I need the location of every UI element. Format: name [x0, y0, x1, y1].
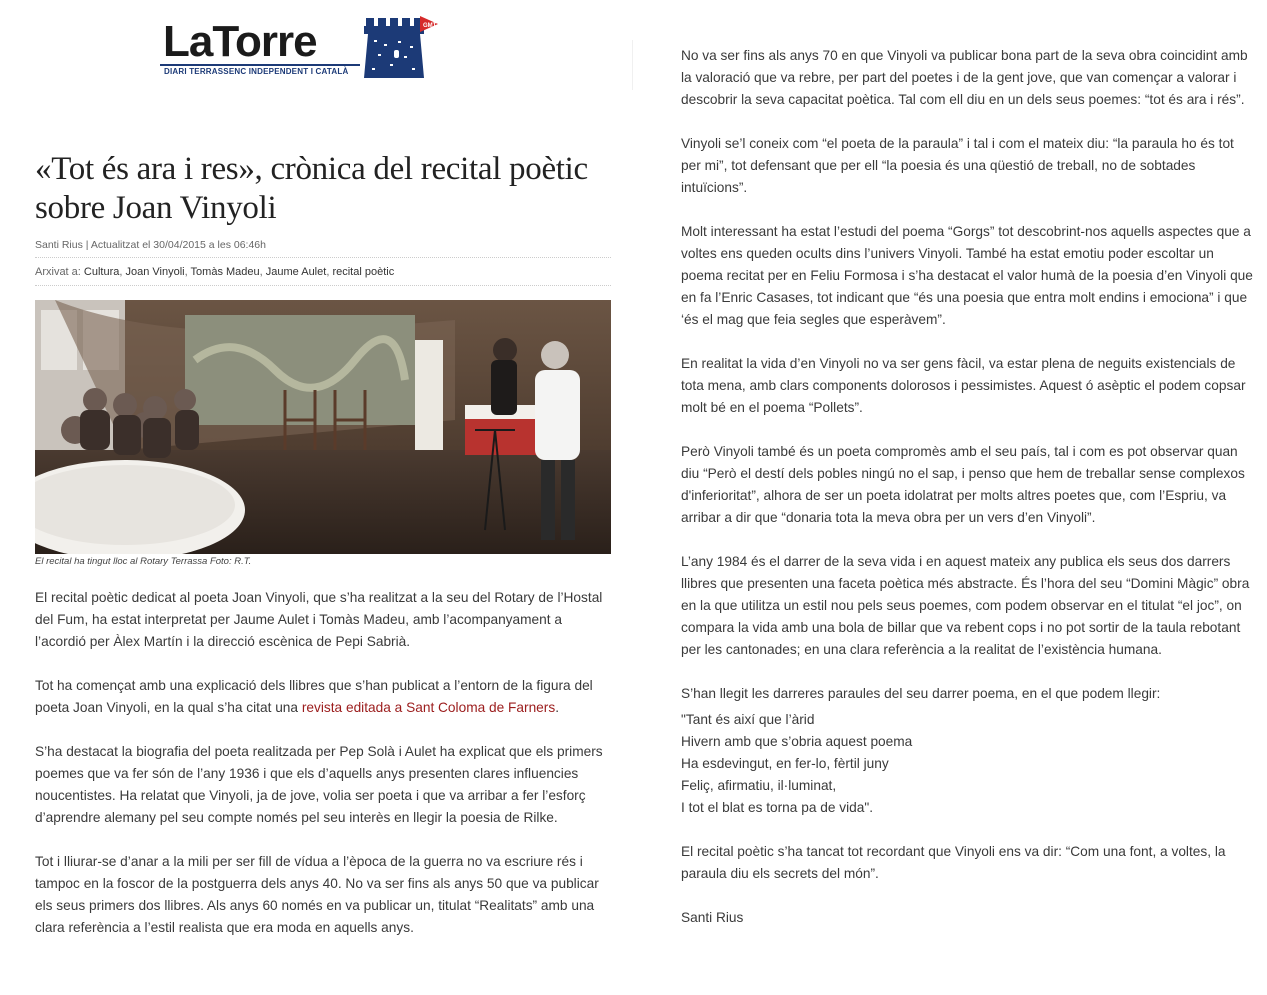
photo-caption: El recital ha tingut lloc al Rotary Terrassa Foto: R.T. [35, 556, 252, 567]
paragraph: Però Vinyoli també és un poeta compromès amb el seu país, tal i com es pot observar quan diu “Però el destí dels pobles ningú no el sap, i penso que hem de treballar sense complexos d'inferioritat”, alhora de ser un poeta idolatrat per molts altres poetes que, com l’Espriu, va arribar a dir que “donaria tota la meva obra per un vers d’en Vinyoli”. [681, 444, 1245, 525]
tag-link[interactable]: Jaume Aulet [265, 266, 327, 278]
article-photo[interactable] [35, 300, 611, 554]
archive-label: Arxivat a: [35, 266, 84, 278]
paragraph: El recital poètic dedicat al poeta Joan Vinyoli, que s’ha realitzat a la seu del Rotary de l’Hostal del Fum, ha estat interpretat per Jaume Aulet i Tomàs Madeu, amb l’acompanyament a l’acordió per Àlex Martín i la direcció escènica de Pepi Sabrià. [35, 590, 603, 649]
paragraph: Molt interessant ha estat l’estudi del poema “Gorgs” tot descobrint-nos aquells aspectes que a voltes ens queden ocults dins l’univers Vinyoli. També ha estat emotiu poder escoltar un poema recitat per en Feliu Formosa i s’ha destacat el valor humà de la poesia d’en Vinyoli que en fa l’Enric Casases, tot indicant que “és una poesia que entra molt endins i emociona” i que ‘és el mag que feia segles que esperàvem”. [681, 224, 1253, 327]
article-body-left [35, 587, 611, 939]
closing-paragraph: El recital poètic s’ha tancat tot recordant que Vinyoli ens va dir: “Com una font, a voltes, la paraula diu els secrets del món”. [681, 844, 1226, 881]
poem-line: Ha esdevingut, en fer-lo, fèrtil juny [681, 756, 889, 771]
tag-link[interactable]: Joan Vinyoli [125, 266, 185, 278]
poem-line: Feliç, afirmatiu, il·luminat, [681, 778, 837, 793]
recital-photo-image [35, 300, 611, 554]
poem-quote [681, 709, 1257, 819]
article-title: «Tot és ara i res», crònica del recital poètic sobre Joan Vinyoli [35, 151, 588, 226]
paragraph: Tot i lliurar-se d’anar a la mili per ser fill de vídua a l’època de la guerra no va escriure rés i tampoc en la foscor de la postguerra dels anys 40. No va ser fins als anys 50 que va publicar els seus primers dos llibres. Als anys 60 només en va publicar un, titulat “Realitats” amb una clara referència a l’estil realista que era moda en aquells anys. [35, 854, 599, 935]
logo-wordmark: LaTorre [163, 17, 317, 66]
tag-link[interactable]: Cultura [83, 266, 120, 278]
poem-line: Hivern amb que s’obria aquest poema [681, 734, 913, 749]
paragraph: S’han llegit les darreres paraules del seu darrer poema, en el que podem llegir: [681, 686, 1161, 701]
paragraph [35, 675, 611, 719]
paragraph: En realitat la vida d’en Vinyoli no va ser gens fàcil, va estar plena de neguits existencials de tota mena, amb clars components dolorosos i pessimistes. Aquest ó asèptic el podem copsar molt bé en el poema “Pollets”. [681, 356, 1246, 415]
paragraph: S’ha destacat la biografia del poeta realitzada per Pep Solà i Aulet ha explicat que els primers poemes que va fer són de l’any 1936 i que els d’aquells anys presenten clares influencies noucentistes. Ha relatat que Vinyoli, ja de jove, volia ser poeta i que va arribar a fer l’esforç d’aprendre alemany pel seu compte només pel seu interès en llegir la poesia de Rilke. [35, 744, 603, 825]
archive-tags: Arxivat a: Cultura, Joan Vinyoli, Tomàs Madeu, Jaume Aulet, recital poètic [35, 266, 611, 286]
tag-link[interactable]: Tomàs Madeu [190, 266, 260, 278]
paragraph-text: . [555, 700, 560, 715]
logo-badge: GMT [423, 23, 437, 29]
magazine-link[interactable]: revista editada a Sant Coloma de Farners [301, 700, 556, 715]
poem-line: "Tant és així que l’àrid [681, 712, 815, 727]
article-signature: Santi Rius [681, 910, 744, 925]
article-left-column [35, 150, 611, 961]
author-link[interactable]: Santi Rius [35, 239, 83, 251]
tower-logo-icon [360, 14, 440, 80]
paragraph-text: Tot ha començat amb una explicació dels llibres que s’han publicat a l’entorn de la figura del poeta Joan Vinyoli, en la qual s’ha citat una [35, 678, 593, 715]
meta-separator: | [82, 239, 91, 251]
paragraph: No va ser fins als anys 70 en que Vinyoli va publicar bona part de la seva obra coincidint amb la valoració que va rebre, per part del poetes i de la gent jove, que van començar a valorar i descobrir la seva capacitat poètica. Tal com ell diu en un dels seus poemes: “tot és ara i rés”. [681, 48, 1248, 107]
column-divider [632, 40, 633, 90]
logo-tagline: DIARI TERRASSENC INDEPENDENT I CATALÀ [160, 64, 360, 79]
paragraph: Vinyoli se’l coneix com “el poeta de la paraula” i tal i com el mateix diu: “la paraula ho és tot per mi”, tot defensant que per ell “la poesia és una qüestió de treball, no de sobtades intuïcions”. [681, 136, 1234, 195]
poem-line: I tot el blat es torna pa de vida". [681, 800, 874, 815]
site-logo[interactable] [160, 14, 440, 80]
article-meta [35, 239, 611, 258]
article-right-column [681, 45, 1257, 951]
paragraph: L’any 1984 és el darrer de la seva vida i en aquest mateix any publica els seus dos darrers llibres que presenten una faceta poètica més abstracte. És l’hora del seu “Domini Màgic” obra en la que utilitza un estil nou pels seus poemes, com podem observar en el titulat “el joc”, on compara la vida amb una bola de billar que va rebent cops i no pot sortir de la taula rebotant per les cantonades; en una clara referència a la realitat de l’existència humana. [681, 554, 1250, 657]
updated-timestamp: Actualitzat el 30/04/2015 a les 06:46h [90, 239, 266, 251]
tag-link[interactable]: recital poètic [332, 266, 395, 278]
